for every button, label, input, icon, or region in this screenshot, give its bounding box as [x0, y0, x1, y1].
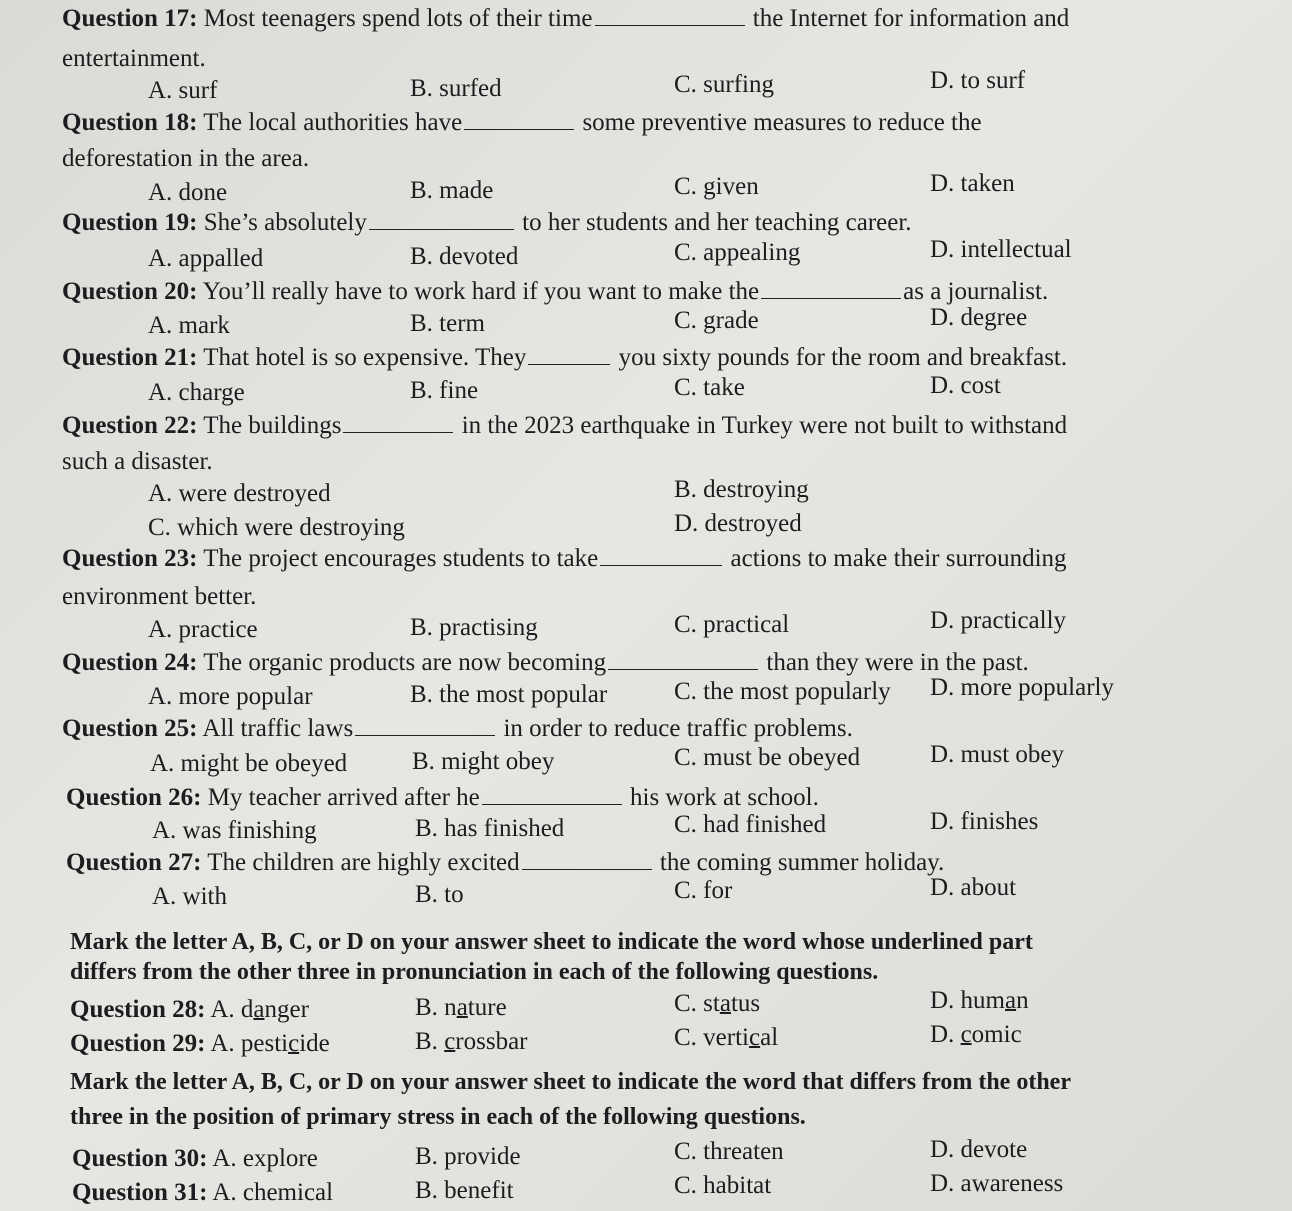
option-a: A. done — [148, 179, 228, 206]
question-29 — [70, 1031, 330, 1056]
option-b: B. fine — [410, 377, 479, 404]
option-a: A. were destroyed — [148, 480, 331, 507]
question-text-before: The buildings — [203, 412, 342, 439]
option-a: A. more popular — [148, 683, 313, 710]
option-c: C. had finished — [674, 811, 827, 838]
option-a: A. might be obeyed — [150, 750, 348, 777]
question-text-before: All traffic laws — [202, 715, 354, 742]
option-d: D. degree — [930, 304, 1028, 331]
option-b: B. provide — [415, 1143, 521, 1170]
question-text-after: than they were in the past. — [766, 649, 1029, 676]
question-text-after: as a journalist. — [903, 278, 1049, 305]
option-c: C. habitat — [674, 1172, 772, 1199]
question-text-before: She’s absolutely — [203, 209, 367, 236]
option-b: B. made — [410, 177, 494, 204]
question-text-before: The children are highly excited — [207, 849, 520, 876]
option-b: B. nature — [415, 994, 507, 1021]
question-text-before: You’ll really have to work hard if you want to make the — [202, 278, 760, 305]
question-label: Question 20: — [62, 278, 198, 305]
question-label: Question 27: — [66, 849, 202, 876]
question-text-after: his work at school. — [630, 784, 819, 811]
option-b: B. to — [415, 881, 464, 908]
option-a: A. mark — [148, 312, 230, 339]
option-b: B. practising — [410, 614, 538, 641]
option-b: B. crossbar — [415, 1028, 528, 1055]
option-c: C. the most popularly — [674, 678, 891, 705]
option-d: D. destroyed — [674, 510, 802, 537]
question-23-cont: environment better. — [62, 583, 257, 610]
section2-instruction-line1: Mark the letter A, B, C, or D on your answer sheet to indicate the word whose underlined part — [70, 929, 1033, 955]
option-b: B. has finished — [415, 815, 565, 842]
option-a: A. danger — [210, 996, 309, 1023]
question-label: Question 22: — [62, 412, 198, 439]
option-d: D. human — [930, 987, 1029, 1014]
question-23 — [62, 546, 1067, 571]
question-label: Question 21: — [62, 344, 198, 371]
question-text-before: The organic products are now becoming — [203, 649, 607, 676]
answer-blank — [761, 297, 901, 299]
question-17-cont: entertainment. — [62, 45, 206, 72]
question-19 — [62, 210, 912, 235]
question-18 — [62, 110, 982, 135]
question-18-cont: deforestation in the area. — [62, 145, 310, 172]
question-label: Question 30: — [72, 1145, 208, 1172]
option-c: C. grade — [674, 307, 759, 334]
answer-blank — [600, 564, 722, 566]
question-text-after: in order to reduce traffic problems. — [503, 715, 853, 742]
option-b: B. surfed — [410, 75, 502, 102]
option-d: D. devote — [930, 1136, 1028, 1163]
answer-blank — [464, 128, 574, 130]
question-20 — [62, 279, 1048, 304]
option-b: B. the most popular — [410, 681, 608, 708]
question-text-before: The local authorities have — [203, 109, 463, 136]
question-label: Question 17: — [62, 5, 198, 32]
question-text-after: in the 2023 earthquake in Turkey were not built to withstand — [461, 412, 1068, 439]
question-24 — [62, 650, 1029, 675]
option-c: C. practical — [674, 611, 790, 638]
option-d: D. intellectual — [930, 236, 1072, 263]
option-d: D. must obey — [930, 741, 1065, 768]
question-28 — [70, 997, 309, 1022]
question-22-cont: such a disaster. — [62, 448, 213, 475]
answer-blank — [608, 668, 758, 670]
answer-blank — [369, 228, 514, 230]
question-label: Question 23: — [62, 545, 198, 572]
question-text-after: the coming summer holiday. — [659, 849, 945, 876]
option-c: C. surfing — [674, 71, 774, 98]
option-b: B. term — [410, 310, 485, 337]
option-d: D. taken — [930, 170, 1015, 197]
question-label: Question 24: — [62, 649, 198, 676]
option-d: D. cost — [930, 372, 1001, 399]
question-25 — [62, 716, 853, 741]
question-label: Question 28: — [70, 996, 206, 1023]
option-a: A. practice — [148, 616, 258, 643]
option-d: D. more popularly — [930, 674, 1114, 701]
option-c: C. threaten — [674, 1138, 784, 1165]
question-text-after: the Internet for information and — [752, 5, 1070, 32]
section2-instruction-line2: differs from the other three in pronunciation in each of the following questions. — [70, 959, 879, 985]
question-31 — [72, 1180, 333, 1205]
question-text-after: to her students and her teaching career. — [522, 209, 912, 236]
option-b: B. destroying — [674, 476, 809, 503]
option-d: D. finishes — [930, 808, 1039, 835]
option-a: A. surf — [148, 77, 218, 104]
option-b: B. might obey — [412, 748, 555, 775]
option-d: D. practically — [930, 607, 1067, 634]
option-c: C. which were destroying — [148, 514, 405, 541]
question-text-after: some preventive measures to reduce the — [582, 109, 982, 136]
option-a: A. pesticide — [210, 1030, 330, 1057]
option-c: C. for — [674, 877, 733, 904]
question-text-before: My teacher arrived after he — [207, 784, 480, 811]
question-label: Question 31: — [72, 1179, 208, 1206]
option-a: A. with — [152, 883, 227, 910]
option-a: A. explore — [212, 1145, 318, 1172]
question-27 — [66, 850, 944, 875]
section3-instruction-line1: Mark the letter A, B, C, or D on your answer sheet to indicate the word that differs from the other — [70, 1069, 1071, 1095]
question-label: Question 29: — [70, 1030, 206, 1057]
question-text-before: That hotel is so expensive. They — [203, 344, 527, 371]
question-label: Question 25: — [62, 715, 198, 742]
option-c: C. status — [674, 990, 761, 1017]
section3-instruction-line2: three in the position of primary stress in each of the following questions. — [70, 1104, 806, 1130]
answer-blank — [595, 24, 745, 26]
question-label: Question 18: — [62, 109, 198, 136]
question-text-after: you sixty pounds for the room and breakfast. — [618, 344, 1068, 371]
answer-blank — [522, 868, 652, 870]
question-17 — [62, 6, 1069, 31]
answer-blank — [482, 803, 622, 805]
question-text-before: Most teenagers spend lots of their time — [203, 5, 593, 32]
option-c: C. given — [674, 173, 759, 200]
option-a: A. chemical — [212, 1179, 334, 1206]
option-c: C. appealing — [674, 239, 801, 266]
option-d: D. about — [930, 874, 1017, 901]
option-a: A. appalled — [148, 245, 264, 272]
answer-blank — [528, 363, 610, 365]
option-c: C. take — [674, 374, 745, 401]
question-label: Question 19: — [62, 209, 198, 236]
option-a: A. charge — [148, 379, 245, 406]
option-c: C. must be obeyed — [674, 744, 861, 771]
question-30 — [72, 1146, 318, 1171]
question-26 — [66, 785, 819, 810]
option-b: B. benefit — [415, 1177, 514, 1204]
question-label: Question 26: — [66, 784, 202, 811]
option-d: D. awareness — [930, 1170, 1064, 1197]
answer-blank — [343, 431, 453, 433]
option-a: A. was finishing — [152, 817, 317, 844]
question-22 — [62, 413, 1067, 438]
option-b: B. devoted — [410, 243, 519, 270]
question-text-after: actions to make their surrounding — [730, 545, 1067, 572]
question-21 — [62, 345, 1067, 370]
option-c: C. vertical — [674, 1024, 779, 1051]
option-d: D. to surf — [930, 67, 1026, 94]
option-d: D. comic — [930, 1021, 1022, 1048]
answer-blank — [355, 734, 495, 736]
question-text-before: The project encourages students to take — [203, 545, 599, 572]
